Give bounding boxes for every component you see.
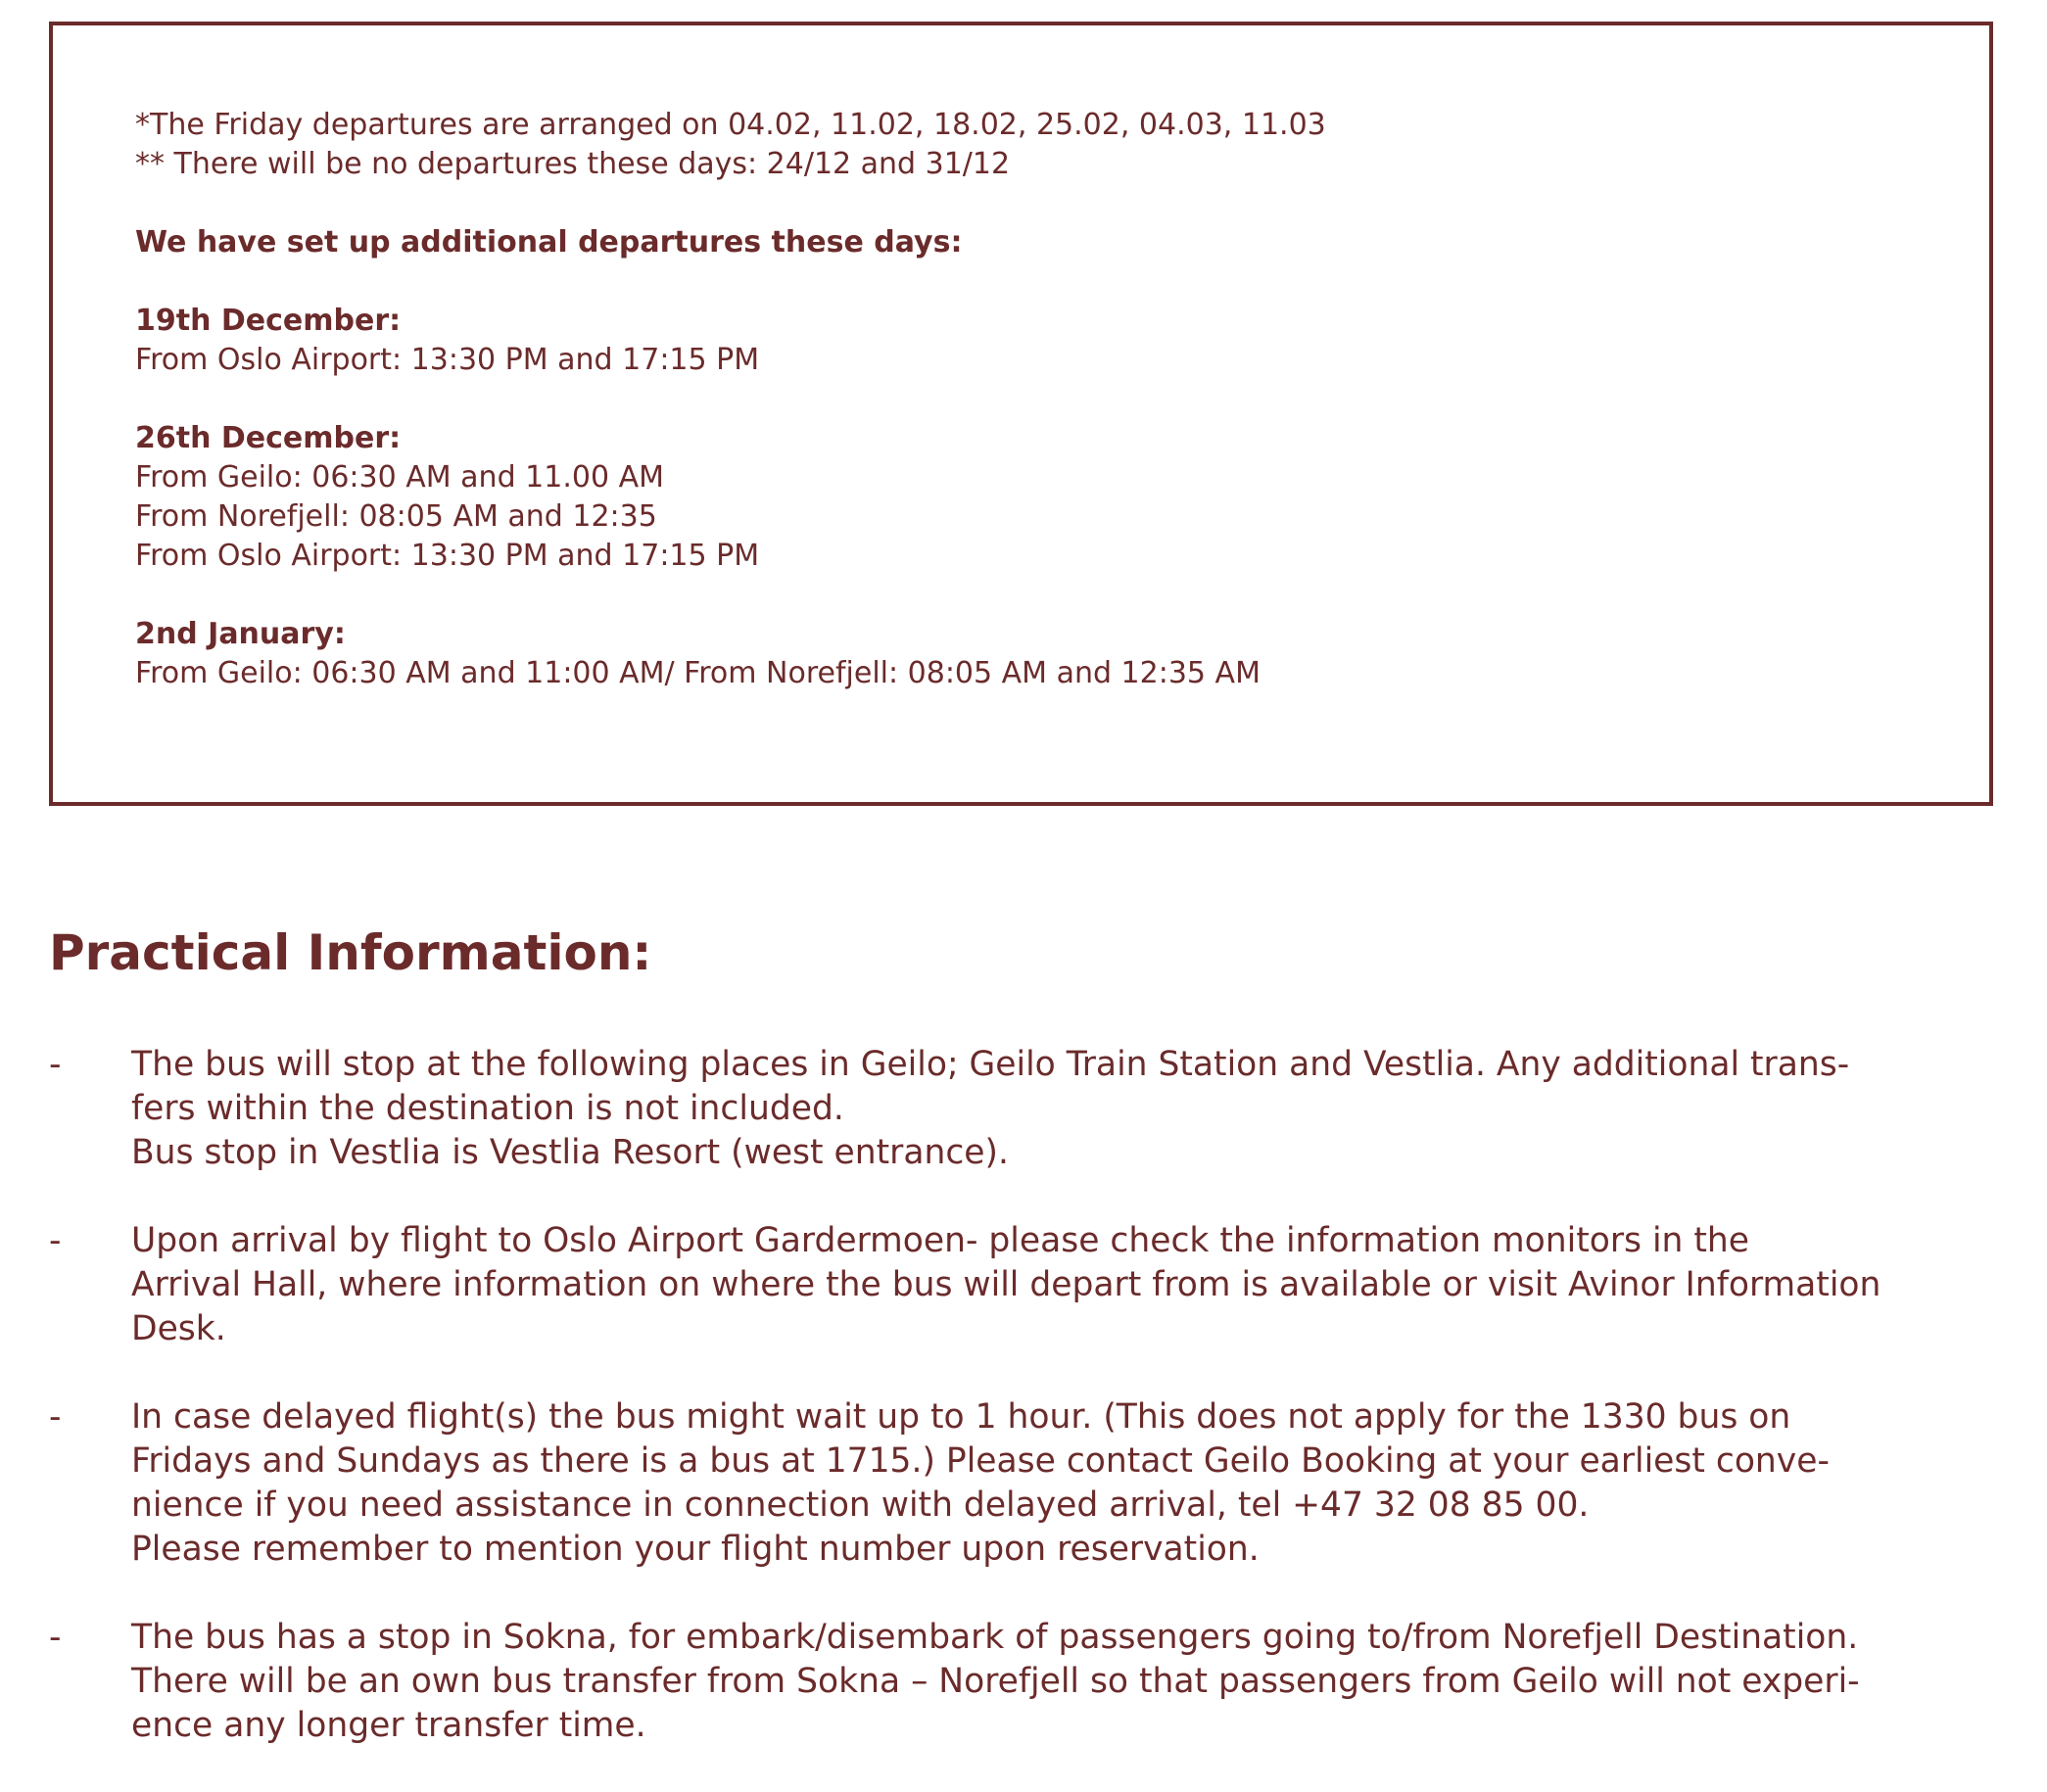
list-item-text: ence any longer transfer time. <box>131 1706 646 1745</box>
list-item-arrival-info <box>49 1219 1998 1351</box>
footnote-no-departures: ** There will be no departures these days: 24/12 and 31/12 <box>135 147 1011 181</box>
list-item-delayed-flights <box>49 1395 1998 1572</box>
list-item-text: Fridays and Sundays as there is a bus at 1715.) Please contact Geilo Booking at your earliest conve- <box>131 1441 1830 1481</box>
spacer <box>135 184 1898 223</box>
list-item-text: There will be an own bus transfer from Sokna – Norefjell so that passengers from Geilo will not experi- <box>131 1662 1860 1701</box>
practical-information-heading: Practical Information: <box>49 924 652 981</box>
practical-information-list <box>49 1043 1998 1792</box>
date-heading-19-december: 19th December: <box>135 304 402 338</box>
additional-departures-heading: We have set up additional departures these days: <box>135 225 963 259</box>
departure-line: From Oslo Airport: 13:30 PM and 17:15 PM <box>135 539 760 573</box>
departure-line: From Geilo: 06:30 AM and 11.00 AM <box>135 460 664 495</box>
list-bullet: - <box>49 1397 62 1437</box>
list-item-text: Upon arrival by flight to Oslo Airport Gardermoen- please check the information monitors in the <box>131 1221 1749 1260</box>
list-item-sokna-stop <box>49 1616 1998 1748</box>
list-bullet: - <box>49 1045 62 1084</box>
list-item-text: nience if you need assistance in connection with delayed arrival, tel +47 32 08 85 00. <box>131 1485 1590 1525</box>
spacer <box>135 262 1898 302</box>
departures-notice-content <box>135 106 1898 693</box>
list-item-text: The bus will stop at the following places in Geilo; Geilo Train Station and Vestlia. Any additional trans- <box>131 1045 1850 1084</box>
list-item-bus-stops <box>49 1043 1998 1175</box>
date-heading-26-december: 26th December: <box>135 421 402 455</box>
list-bullet: - <box>49 1221 62 1260</box>
list-item-text: Arrival Hall, where information on where the bus will depart from is available or visit Avinor Information <box>131 1265 1881 1304</box>
spacer <box>135 380 1898 419</box>
list-item-text: The bus has a stop in Sokna, for embark/disembark of passengers going to/from Norefjell Destination. <box>131 1618 1859 1657</box>
list-item-text: Bus stop in Vestlia is Vestlia Resort (west entrance). <box>131 1133 1009 1172</box>
date-heading-2-january: 2nd January: <box>135 617 346 651</box>
departure-line: From Norefjell: 08:05 AM and 12:35 <box>135 499 657 534</box>
departure-line: From Oslo Airport: 13:30 PM and 17:15 PM <box>135 343 760 377</box>
list-item-text: fers within the destination is not included. <box>131 1089 844 1128</box>
list-item-text: Please remember to mention your flight number upon reservation. <box>131 1530 1260 1569</box>
spacer <box>135 576 1898 615</box>
list-item-text: Desk. <box>131 1309 226 1348</box>
departure-line: From Geilo: 06:30 AM and 11:00 AM/ From Norefjell: 08:05 AM and 12:35 AM <box>135 656 1261 690</box>
footnote-friday-departures: *The Friday departures are arranged on 04.02, 11.02, 18.02, 25.02, 04.03, 11.03 <box>135 108 1326 142</box>
list-bullet: - <box>49 1618 62 1657</box>
list-item-text: In case delayed flight(s) the bus might wait up to 1 hour. (This does not apply for the 1330 bus on <box>131 1397 1791 1437</box>
departures-notice-box <box>49 22 1993 806</box>
